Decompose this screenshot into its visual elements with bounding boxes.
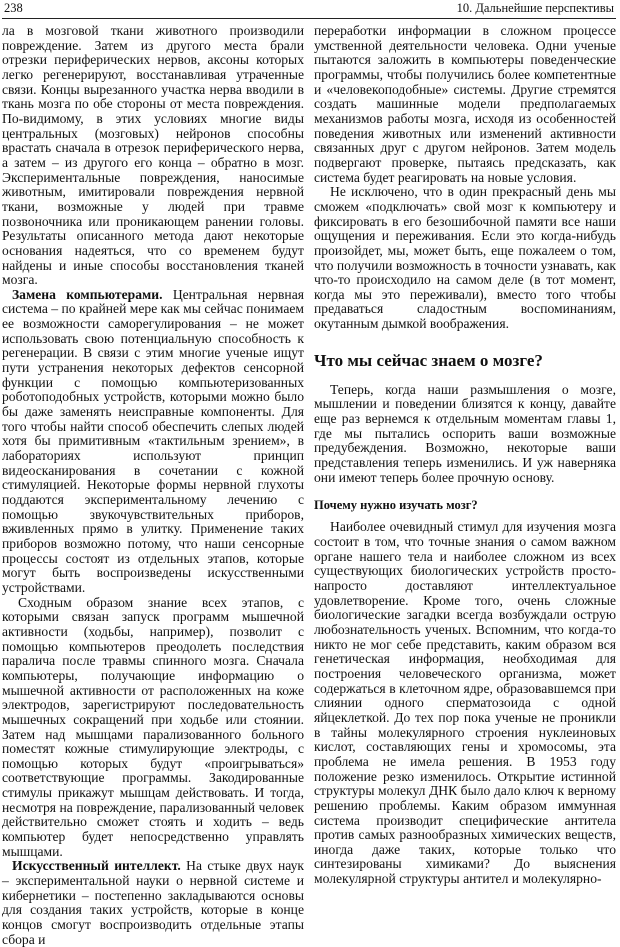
- header-rule: [2, 18, 616, 19]
- paragraph: Наиболее очевидный стимул для изучения мозга состоит в том, что точные знания о самом важном органе нашего тела и наиболее сложном из всех существующих биологических устройств просто-напросто доставляют интеллектуальное удовлетворение. Кроме того, очень сложные биологические загадки всегда возбуждали острую любознательность ученых. Вспомним, что когда-то никто не мог себе представить, каким образом вся генетическая информация, необходимая для построения человеческого организма, может содержаться в клеточном ядре, образовавшемся при слиянии одного сперматозоида с одной яйцеклеткой. До тех пор пока ученые не проникли в тайны молекулярного строения нуклеиновых кислот, составляющих гены и хромосомы, эта проблема не имела решения. В 1953 году положение резко изменилось. Открытие истинной структуры молекул ДНК было дало ключ к верному решению проблемы. Каким образом иммунная система производит специфические антитела против самых разнообразных химических веществ, иногда даже таких, которые только что синтезированы химиками? До выяснения молекулярной структуры антител и молекулярно-: [314, 519, 616, 887]
- paragraph-text: Центральная нервная система – по крайней мере как мы сейчас понимаем ее возможности саморегулирования – не может использовать свою потенциальную способность к регенерации. В связи с этим многие ученые ищут пути устранения некоторых дефектов сенсорной функции с помощью компьютеризованных роботоподобных устройств, которыми можно было бы даже заменять неисправные компоненты. Для того чтобы найти способ обеспечить слепых людей хотя бы примитивным «тактильным зрением», в лабораториях используют принцип видеосканирования в сочетании с кожной стимуляцией. Некоторые формы нервной глухоты поддаются экспериментальному лечению с помощью звукочувствительных приборов, вживленных прямо в улитку. Применение таких приборов возможно потому, что наши сенсорные процессы состоят из отдельных этапов, которые могут быть воспроизведены искусственными устройствами.: [2, 286, 304, 595]
- paragraph-artificial-intelligence: [2, 859, 304, 947]
- right-column: [314, 24, 616, 887]
- paragraph-text: На стыке двух наук – экспериментальной науки о нервной системе и кибернетики – постепенно закладываются основы для создания таких устройств, которые в конце концов смогут воспроизводить отдельные этапы сбора и: [2, 858, 304, 947]
- paragraph: переработки информации в сложном процессе умственной деятельности человека. Одни ученые пытаются заложить в компьютеры поведенческие программы, чтобы получились более компетентные и «человекоподобные» системы. Другие стремятся создать машинные модели предполагаемых механизмов работы мозга, исходя из особенностей поведения животных или изменений активности связанных друг с другом нейронов. Затем модель подвергают проверке, пытаясь предсказать, как система будет реагировать на новые условия.: [314, 23, 616, 185]
- run-in-heading: Замена компьютерами.: [12, 286, 163, 302]
- left-column: [2, 24, 304, 947]
- paragraph: Сходным образом знание всех этапов, с которыми связан запуск программ мышечной активности (ходьбы, например), позволит с помощью компьютеров преодолеть последствия паралича после травмы спинного мозга. Сначала компьютеры, получающие информацию о мышечной активности от расположенных на коже электродов, зарегистрируют последовательность мышечных сокращений при ходьбе или стоянии. Затем над мышцами парализованного больного поместят кожные стимулирующие электроды, с помощью которых будут «проигрываться» соответствующие программы. Закодированные стимулы прикажут мышцам действовать. И тогда, несмотря на повреждение, парализованный человек действительно сможет стоять и ходить – ведь компьютер будет непосредственно управлять мышцами.: [2, 594, 304, 859]
- running-head: 10. Дальнейшие перспективы: [456, 1, 614, 15]
- paragraph: ла в мозговой ткани животного производили повреждение. Затем из другого места брали отрезки периферических нервов, аксоны которых легко регенерируют, восстанавливая утраченные связи. Концы вырезанного участка нерва вводили в ткань мозга по обе стороны от места повреждения. По-видимому, в этих условиях многие виды центральных (мозговых) нейронов способны врастать сначала в отрезок периферического нерва, а затем – из другого его конца – обратно в мозг. Экспериментальные повреждения, наносимые животным, имитировали повреждения нервной ткани, возможные у людей при травме позвоночника или проникающем ранении головы. Результаты описанного метода дают некоторые основания надеяться, что со временем будут найдены и иные способы восстановления тканей мозга.: [2, 23, 304, 288]
- run-in-heading: Искусственный интеллект.: [12, 858, 181, 874]
- paragraph-replacement-by-computers: [2, 288, 304, 596]
- paragraph: Не исключено, что в один прекрасный день мы сможем «подключать» свой мозг к компьютеру и фиксировать в его безошибочной памяти все наши ощущения и переживания. Если это когда-нибудь произойдет, мы, может быть, еще пожалеем о том, что получили возможность в точности узнавать, как что-то происходило на самом деле (в тот момент, когда мы это переживали), вместо того чтобы предаваться сладостным воспоминаниям, окутанным дымкой воображения.: [314, 184, 616, 332]
- paragraph: Теперь, когда наши размышления о мозге, мышлении и поведении близятся к концу, давайте еще раз вернемся к отдельным моментам главы 1, где мы пытались оспорить ваши возможные предубеждения. Возможно, некоторые ваши представления теперь изменились. И уж наверняка они имеют теперь более прочную основу.: [314, 381, 616, 485]
- section-heading: Что мы сейчас знаем о мозге?: [314, 350, 543, 370]
- page-number: 238: [4, 1, 23, 15]
- subsection-heading: Почему нужно изучать мозг?: [314, 498, 478, 513]
